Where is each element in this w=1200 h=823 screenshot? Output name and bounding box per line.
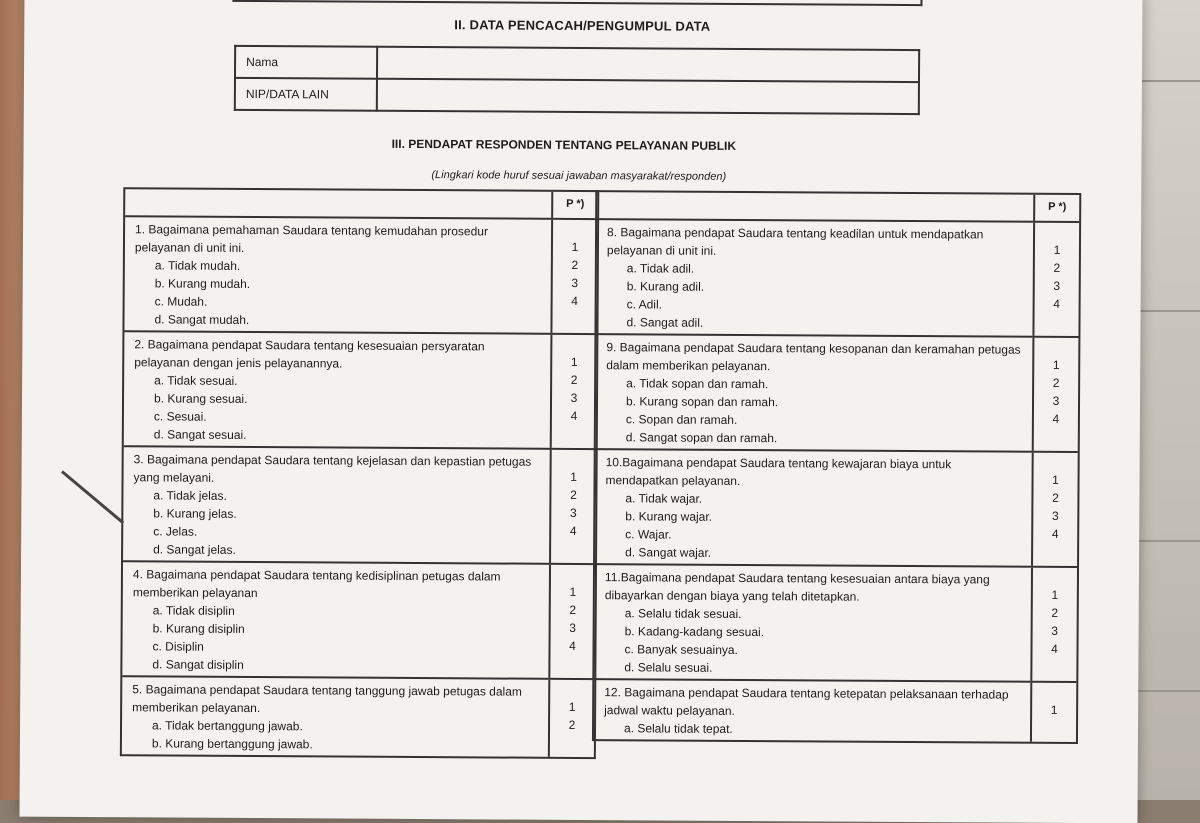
answer-option[interactable]: a. Tidak mudah. [154,258,241,273]
answer-code[interactable]: 1 [568,699,576,714]
question-block [595,450,1078,568]
answer-code[interactable]: 4 [1051,526,1059,541]
answer-option[interactable]: c. Sesuai. [153,409,207,424]
question-text: 9. Bagaimana pendapat Saudara tentang kesopanan dan keramahan petugas dalam memberikan pelayanan. [606,340,1021,374]
answer-codes [548,565,595,678]
answer-codes [548,680,594,757]
code-header: P *) [1033,195,1079,221]
answer-code[interactable]: 2 [570,372,578,387]
answer-option[interactable]: d. Selalu sesuai. [624,660,713,675]
code-spacer [1033,568,1077,586]
answer-option[interactable]: b. Kurang wajar. [625,509,713,524]
answer-code[interactable]: 1 [1051,587,1059,602]
question-text: 1. Bagaimana pemahaman Saudara tentang kemudahan prosedur pelayanan di unit ini. [134,222,489,255]
answer-code[interactable]: 1 [1052,472,1059,487]
question-block [123,447,596,565]
question-text: 8. Bagaimana pendapat Saudara tentang keadilan untuk mendapatkan pelayanan di unit ini. [606,225,984,258]
section-2-title: II. DATA PENCACAH/PENGUMPUL DATA [454,17,711,34]
answer-code[interactable]: 2 [569,602,577,617]
answer-option[interactable]: a. Tidak sesuai. [154,373,238,388]
answer-codes [1032,223,1079,336]
answer-option[interactable]: a. Selalu tidak sesuai. [624,606,742,621]
column-header [125,189,597,220]
answer-code[interactable]: 2 [571,257,579,272]
question-block [122,562,595,680]
code-spacer [1035,223,1079,241]
answer-code[interactable]: 3 [570,390,578,405]
answer-option[interactable]: d. Sangat jelas. [153,542,236,557]
answer-code[interactable]: 2 [1051,605,1059,620]
answer-option[interactable]: b. Kurang disiplin [152,621,245,636]
code-spacer [553,220,597,238]
question-text: 3. Bagaimana pendapat Saudara tentang kejelasan dan kepastian petugas yang melayani. [133,452,532,485]
previous-table-edge [232,0,922,6]
answer-code[interactable]: 4 [569,638,576,653]
answer-codes [549,450,596,563]
answer-option[interactable]: b. Kurang sopan dan ramah. [625,394,779,410]
answer-code[interactable]: 2 [570,487,577,502]
answer-codes [1030,568,1077,681]
answer-option[interactable]: d. Sangat sesuai. [153,427,247,442]
table-row [235,46,919,82]
answer-code[interactable]: 2 [1053,260,1061,275]
answer-option[interactable]: c. Jelas. [153,524,198,539]
answer-code[interactable]: 1 [570,354,578,369]
answer-option[interactable]: c. Disiplin [152,639,204,654]
answer-code[interactable]: 3 [569,505,577,520]
answer-code[interactable]: 4 [569,523,577,538]
answer-option[interactable]: b. Kurang bertanggung jawab. [151,736,313,752]
question-block [124,217,597,335]
code-header: P *) [551,192,597,218]
answer-code[interactable]: 1 [1052,357,1060,372]
name-label: Nama [235,46,377,79]
code-spacer [1034,453,1078,471]
code-spacer [550,680,594,698]
nip-label: NIP/DATA LAIN [235,78,377,111]
answer-codes [550,220,597,333]
answer-code[interactable]: 1 [1050,702,1058,717]
answer-option[interactable]: c. Mudah. [154,294,208,309]
question-block [124,332,597,450]
answer-option[interactable]: a. Tidak sopan dan ramah. [626,376,769,392]
left-question-column [120,187,599,759]
question-text: 2. Bagaimana pendapat Saudara tentang kesesuaian persyaratan pelayanan dengan jenis pelayanannya. [134,337,485,371]
answer-code[interactable]: 3 [569,620,577,635]
answer-option[interactable]: d. Sangat sopan dan ramah. [625,430,778,446]
answer-option[interactable]: d. Sangat wajar. [625,545,712,560]
section-3-title: III. PENDAPAT RESPONDEN TENTANG PELAYANAN PUBLIK [391,136,737,153]
answer-option[interactable]: c. Wajar. [625,527,672,542]
answer-code[interactable]: 2 [1052,490,1059,505]
answer-option[interactable]: d. Sangat disiplin [152,657,244,672]
answer-option[interactable]: a. Tidak bertanggung jawab. [151,718,303,734]
answer-codes [1031,453,1078,566]
answer-option[interactable]: b. Kurang mudah. [154,276,251,291]
question-block [596,335,1079,453]
answer-code[interactable]: 4 [1053,296,1061,311]
question-text: 11.Bagaimana pendapat Saudara tentang kesesuaian antara biaya yang dibayarkan dengan biaya yang telah ditetapkan. [604,570,990,604]
answer-code[interactable]: 2 [568,717,576,732]
code-spacer [1034,338,1078,356]
code-spacer [551,565,595,583]
answer-codes [1030,683,1076,742]
name-field[interactable] [377,47,919,82]
questionnaire-paper [19,0,1142,823]
question-block [122,677,594,757]
answer-code[interactable]: 4 [571,293,579,308]
code-spacer [552,335,596,353]
answer-codes [1032,338,1079,451]
question-text: 5. Bagaimana pendapat Saudara tentang tanggung jawab petugas dalam memberikan pelayanan. [132,682,522,716]
answer-option[interactable]: a. Selalu tidak tepat. [623,721,733,736]
code-spacer [552,450,596,468]
answer-option[interactable]: d. Sangat mudah. [154,312,250,327]
answer-code[interactable]: 2 [1052,375,1060,390]
answer-code[interactable]: 4 [1052,411,1060,426]
answer-code[interactable]: 3 [1051,508,1059,523]
answer-code[interactable]: 1 [1053,242,1061,257]
answer-codes [550,335,597,448]
instruction-text: (Lingkari kode huruf sesuai jawaban masyarakat/responden) [431,169,727,183]
question-text: 10.Bagaimana pendapat Saudara tentang kewajaran biaya untuk mendapatkan pelayanan. [605,455,952,488]
code-spacer [1032,683,1076,701]
answer-code[interactable]: 3 [571,275,579,290]
nip-field[interactable] [377,79,919,114]
answer-code[interactable]: 3 [1051,623,1059,638]
answer-option[interactable]: a. Tidak jelas. [153,488,227,503]
collector-data-table [234,45,920,115]
answer-code[interactable]: 3 [1053,278,1061,293]
answer-code[interactable]: 3 [1052,393,1060,408]
answer-code[interactable]: 1 [569,584,577,599]
answer-option[interactable]: a. Tidak wajar. [625,491,703,506]
right-question-column [592,190,1081,744]
answer-code[interactable]: 4 [570,408,578,423]
question-text: 4. Bagaimana pendapat Saudara tentang kedisiplinan petugas dalam memberikan pelayanan [132,567,501,601]
answer-option[interactable]: d. Sangat adil. [626,315,704,330]
answer-option[interactable]: b. Kurang jelas. [153,506,237,521]
answer-option[interactable]: b. Kadang-kadang sesuai. [624,624,765,640]
answer-code[interactable]: 1 [570,469,577,484]
question-text: 12. Bagaimana pendapat Saudara tentang ketepatan pelaksanaan terhadap jadwal waktu pelayanan. [604,685,1009,718]
table-row [235,78,919,114]
column-header [597,192,1079,223]
question-block [594,565,1077,683]
answer-option[interactable]: b. Kurang adil. [626,279,705,294]
answer-option[interactable]: a. Tidak disiplin [152,603,235,618]
answer-code[interactable]: 4 [1051,641,1058,656]
question-block [594,680,1076,742]
answer-option[interactable]: b. Kurang sesuai. [153,391,248,406]
answer-code[interactable]: 1 [571,239,579,254]
answer-option[interactable]: a. Tidak adil. [626,261,695,276]
answer-option[interactable]: c. Adil. [626,297,663,312]
answer-option[interactable]: c. Sopan dan ramah. [625,412,738,427]
answer-option[interactable]: c. Banyak sesuainya. [624,642,738,657]
question-block [596,220,1079,338]
